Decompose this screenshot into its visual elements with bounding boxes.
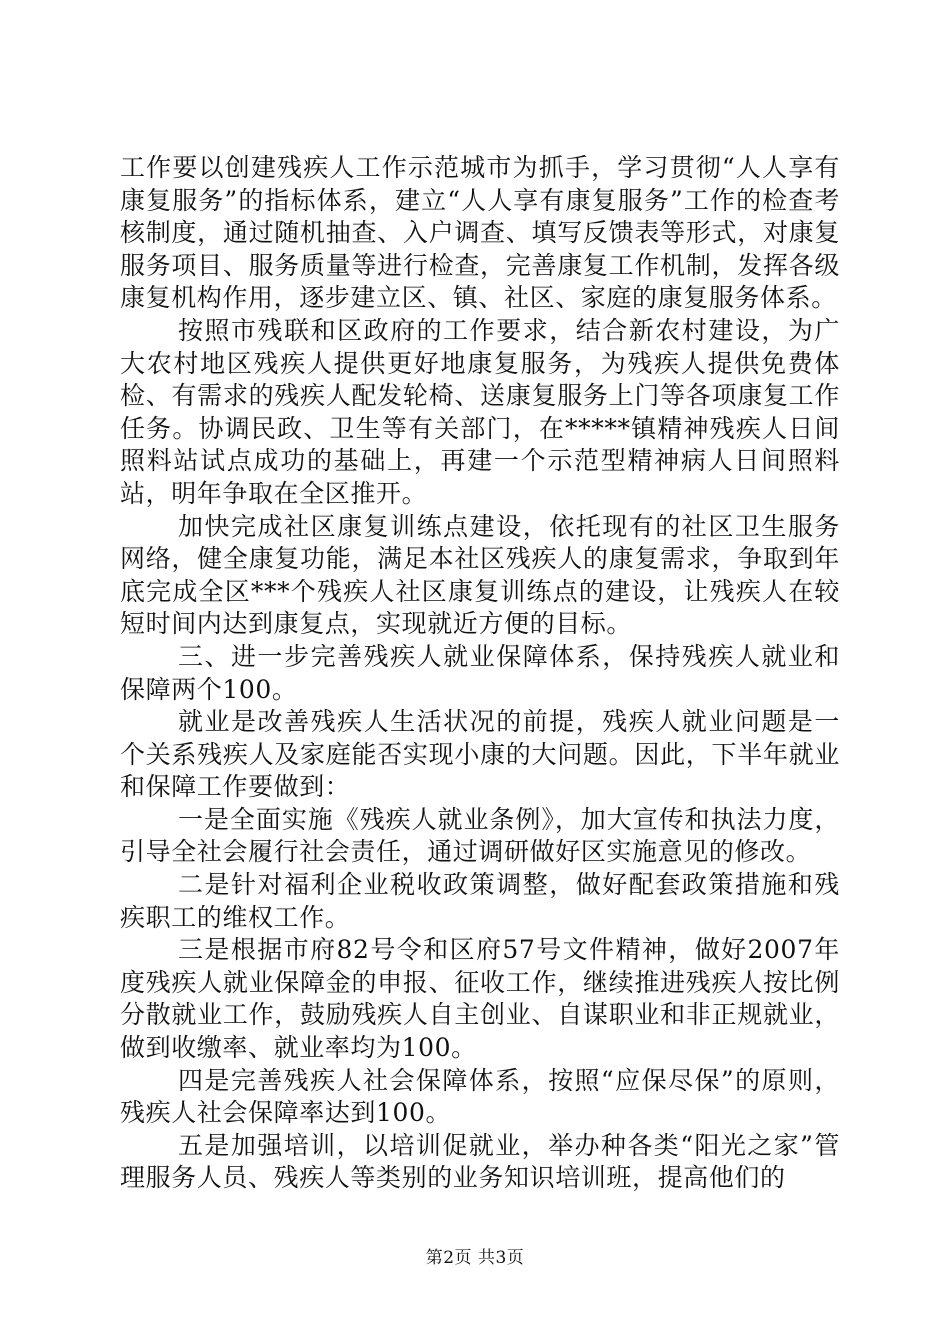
list-item-4: 四是完善残疾人社会保障体系，按照“应保尽保”的原则，残疾人社会保障率达到100。 <box>120 1065 840 1128</box>
list-item-2: 二是针对福利企业税收政策调整，做好配套政策措施和残疾职工的维权工作。 <box>120 870 840 932</box>
page-number-footer: 第2页 共3页 <box>425 1248 525 1268</box>
list-item-1: 一是全面实施《残疾人就业条例》，加大宣传和执法力度，引导全社会履行社会责任，通过调研做好区实施意见的修改。 <box>120 804 840 867</box>
paragraph-2: 按照市残联和区政府的工作要求，结合新农村建设，为广大农村地区残疾人提供更好地康复服务，为残疾人提供免费体检、有需求的残疾人配发轮椅、送康复服务上门等各项康复工作任务。协调民政、卫生等有关部门，在*****镇精神残疾人日间照料站试点成功的基础上，再建一个示范型精神病人日间照料站，明年争取在全区推开。 <box>120 315 840 508</box>
document-body <box>120 152 840 1195</box>
list-item-3: 三是根据市府82号令和区府57号文件精神，做好2007年度残疾人就业保障金的申报、征收工作，继续推进残疾人按比例分散就业工作，鼓励残疾人自主创业、自谋职业和非正规就业，做到收缴率、就业率均为100。 <box>120 935 840 1063</box>
paragraph-1: 工作要以创建残疾人工作示范城市为抓手，学习贯彻“人人享有康复服务”的指标体系，建立“人人享有康复服务”工作的检查考核制度，通过随机抽查、入户调查、填写反馈表等形式，对康复服务项目、服务质量等进行检查，完善康复工作机制，发挥各级康复机构作用，逐步建立区、镇、社区、家庭的康复服务体系。 <box>120 153 840 313</box>
paragraph-5: 就业是改善残疾人生活状况的前提，残疾人就业问题是一个关系残疾人及家庭能否实现小康的大问题。因此，下半年就业和保障工作要做到： <box>120 707 840 802</box>
section-heading-3: 三、进一步完善残疾人就业保障体系，保持残疾人就业和保障两个100。 <box>120 641 840 704</box>
paragraph-3: 加快完成社区康复训练点建设，依托现有的社区卫生服务网络，健全康复功能，满足本社区残疾人的康复需求，争取到年底完成全区***个残疾人社区康复训练点的建设，让残疾人在较短时间内达到康复点，实现就近方便的目标。 <box>120 511 840 639</box>
list-item-5: 五是加强培训，以培训促就业，举办种各类“阳光之家”管理服务人员、残疾人等类别的业务知识培训班，提高他们的 <box>120 1130 840 1193</box>
